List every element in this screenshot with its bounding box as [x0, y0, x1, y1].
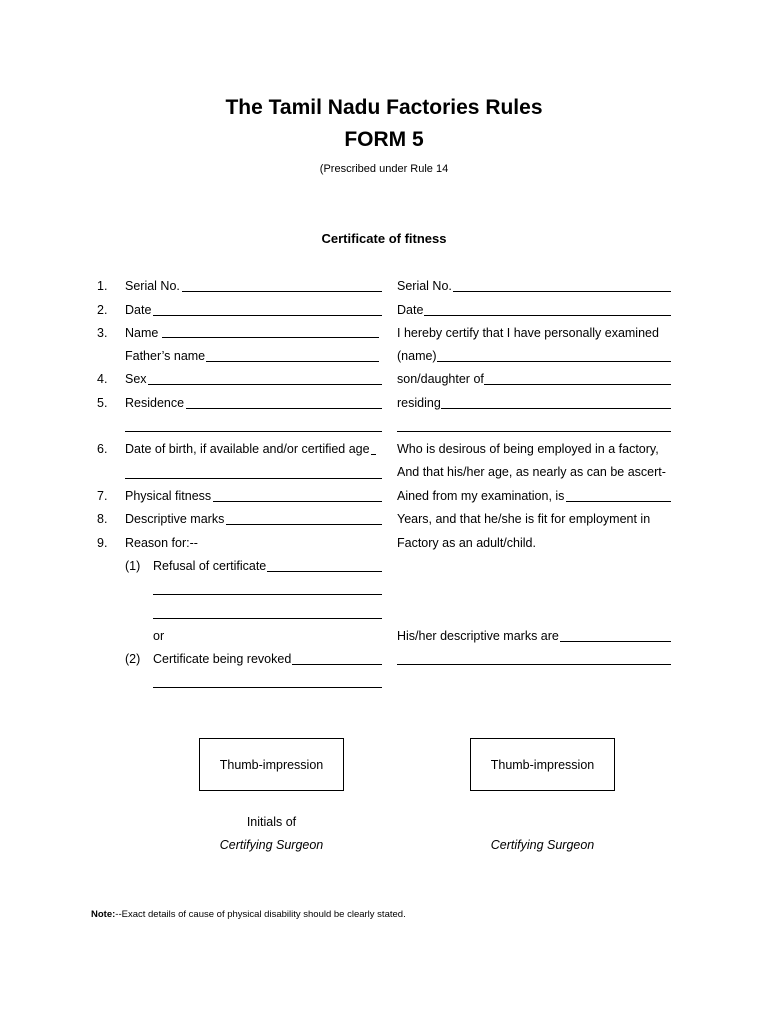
serial-field-right[interactable] [453, 291, 671, 292]
initials-of-label: Initials of [246, 815, 297, 829]
item-number: 1. [97, 279, 108, 293]
date-label-left: Date [125, 303, 152, 317]
sub-item-number: (1) [125, 559, 141, 573]
item-number: 4. [97, 372, 108, 386]
physical-fitness-field[interactable] [213, 501, 382, 502]
name-field[interactable] [162, 337, 379, 338]
residence-field-line2[interactable] [125, 431, 382, 432]
marks-are-label: His/her descriptive marks are [397, 629, 559, 643]
serial-label-right: Serial No. [397, 279, 452, 293]
item-number: 5. [97, 396, 108, 410]
form-title: The Tamil Nadu Factories Rules [225, 96, 543, 119]
revoked-field[interactable] [292, 664, 382, 665]
sex-label: Sex [125, 372, 147, 386]
descriptive-marks-field[interactable] [226, 524, 382, 525]
age-ascert-text: And that his/her age, as nearly as can be ascert- [397, 465, 666, 479]
dob-label: Date of birth, if available and/or certified age [125, 442, 370, 456]
residence-field[interactable] [186, 408, 382, 409]
reason-for-label: Reason for:-- [125, 536, 198, 550]
refusal-label: Refusal of certificate [153, 559, 267, 573]
factory-text: Factory as an adult/child. [397, 536, 536, 550]
ained-text: Ained from my examination, is [397, 489, 565, 503]
date-label-right: Date [397, 303, 424, 317]
note-text: --Exact details of cause of physical disability should be clearly stated. [115, 909, 406, 920]
refusal-field[interactable] [267, 571, 382, 572]
certificate-title: Certificate of fitness [321, 231, 447, 246]
form-number: FORM 5 [344, 128, 424, 151]
date-field-right[interactable] [424, 315, 671, 316]
desirous-text: Who is desirous of being employed in a factory, [397, 442, 659, 456]
certify-text: I hereby certify that I have personally examined [397, 326, 659, 340]
refusal-field-line3[interactable] [153, 618, 382, 619]
item-number: 3. [97, 326, 108, 340]
certifying-surgeon-right: Certifying Surgeon [490, 838, 595, 852]
marks-field[interactable] [560, 641, 671, 642]
item-number: 7. [97, 489, 108, 503]
thumb-impression-label: Thumb-impression [490, 757, 595, 772]
fathers-name-label: Father’s name [125, 349, 206, 363]
dob-field-line2[interactable] [125, 478, 382, 479]
refusal-field-line2[interactable] [153, 594, 382, 595]
marks-field-line2[interactable] [397, 664, 671, 665]
thumb-impression-label: Thumb-impression [219, 757, 324, 772]
thumb-impression-box-left[interactable] [199, 738, 344, 791]
examined-name-field[interactable] [437, 361, 671, 362]
name-label: Name [125, 326, 159, 340]
serial-label-left: Serial No. [125, 279, 180, 293]
thumb-impression-box-right[interactable] [470, 738, 615, 791]
years-text: Years, and that he/she is fit for employment in [397, 512, 651, 526]
age-field[interactable] [566, 501, 671, 502]
examined-name-label: (name) [397, 349, 437, 363]
prescribed-note: (Prescribed under Rule 14 [319, 163, 449, 175]
note-label: Note: [91, 909, 116, 920]
physical-fitness-label: Physical fitness [125, 489, 212, 503]
descriptive-marks-label: Descriptive marks [125, 512, 225, 526]
serial-field-left[interactable] [182, 291, 382, 292]
residing-label: residing [397, 396, 441, 410]
item-number: 8. [97, 512, 108, 526]
certifying-surgeon-left: Certifying Surgeon [219, 838, 324, 852]
revoked-label: Certificate being revoked [153, 652, 292, 666]
or-label: or [153, 629, 165, 643]
fathers-name-field[interactable] [206, 361, 379, 362]
item-number: 9. [97, 536, 108, 550]
item-number: 6. [97, 442, 108, 456]
residing-field[interactable] [441, 408, 671, 409]
sub-item-number: (2) [125, 652, 141, 666]
residence-label: Residence [125, 396, 185, 410]
footnote [91, 909, 406, 920]
son-daughter-field[interactable] [484, 384, 671, 385]
date-field-left[interactable] [153, 315, 382, 316]
son-daughter-label: son/daughter of [397, 372, 484, 386]
item-number: 2. [97, 303, 108, 317]
dob-field[interactable] [371, 454, 376, 455]
residing-field-line2[interactable] [397, 431, 671, 432]
sex-field[interactable] [148, 384, 382, 385]
revoked-field-line2[interactable] [153, 687, 382, 688]
